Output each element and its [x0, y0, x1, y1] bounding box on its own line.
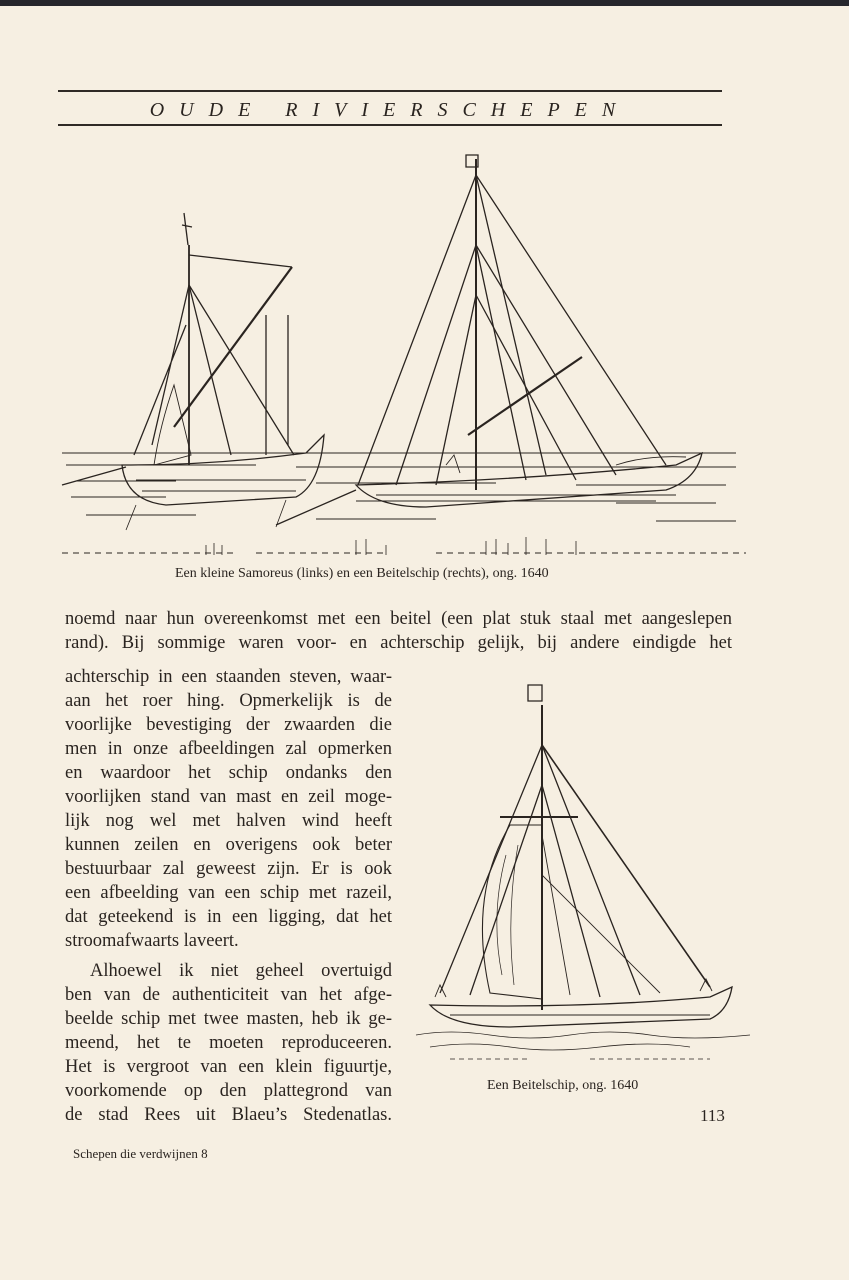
body-line: ben van de authenticiteit van het afge- — [65, 985, 392, 1005]
body-line: aan het roer hing. Opmerkelijk is de — [65, 691, 392, 711]
body-line: beelde schip met twee masten, heb ik ge- — [65, 1009, 392, 1029]
body-line: lijk nog wel met halven wind heeft — [65, 811, 392, 831]
body-line: rand). Bij sommige waren voor- en achterschip gelijk, bij andere eindigde het — [65, 633, 732, 653]
beitelschip-sailing — [430, 685, 732, 1027]
body-line: achterschip in een staanden steven, waar- — [65, 667, 392, 687]
right-illustration — [410, 675, 760, 1070]
reeds — [206, 537, 576, 555]
body-line: de stad Rees uit Blaeu’s Stedenatlas. — [65, 1105, 392, 1125]
beitelschip-ship — [276, 155, 702, 525]
body-line: stroomafwaarts laveert. — [65, 931, 239, 951]
signature-line: Schepen die verdwijnen 8 — [73, 1146, 208, 1161]
body-line: voorlijken stand van mast en zeil moge- — [65, 787, 392, 807]
top-illustration — [56, 135, 746, 565]
running-header: OUDE RIVIERSCHEPEN — [149, 99, 631, 121]
body-line: noemd naar hun overeenkomst met een beitel (een plat stuk staal met aangeslepen — [65, 609, 732, 629]
body-line: dat geteekend is in een ligging, dat het — [65, 907, 392, 927]
body-line: bestuurbaar zal geweest zijn. Er is ook — [65, 859, 392, 879]
scan-top-edge — [0, 0, 849, 6]
body-line: meend, het te moeten reproduceeren. — [65, 1033, 392, 1053]
body-line: men in onze afbeeldingen zal opmerken — [65, 739, 392, 759]
samoreus-ship — [62, 213, 324, 530]
right-figure-caption: Een Beitelschip, ong. 1640 — [487, 1078, 639, 1093]
waves — [416, 1032, 750, 1059]
page-number: 113 — [700, 1106, 725, 1125]
body-line: een afbeelding van een schip met razeil, — [65, 883, 392, 903]
body-line: voorkomende op den plattegrond van — [65, 1081, 392, 1101]
body-line: Het is vergroot van een klein figuurtje, — [65, 1057, 392, 1077]
body-line: kunnen zeilen en overigens ook beter — [65, 835, 392, 855]
body-line: Alhoewel ik niet geheel overtuigd — [90, 961, 392, 981]
header-rule-bottom — [58, 124, 722, 126]
header-rule-top — [58, 90, 722, 92]
top-figure-caption: Een kleine Samoreus (links) en een Beitelschip (rechts), ong. 1640 — [175, 566, 549, 581]
body-line: en waardoor het schip ondanks den — [65, 763, 392, 783]
body-line: voorlijke bevestiging der zwaarden die — [65, 715, 392, 735]
